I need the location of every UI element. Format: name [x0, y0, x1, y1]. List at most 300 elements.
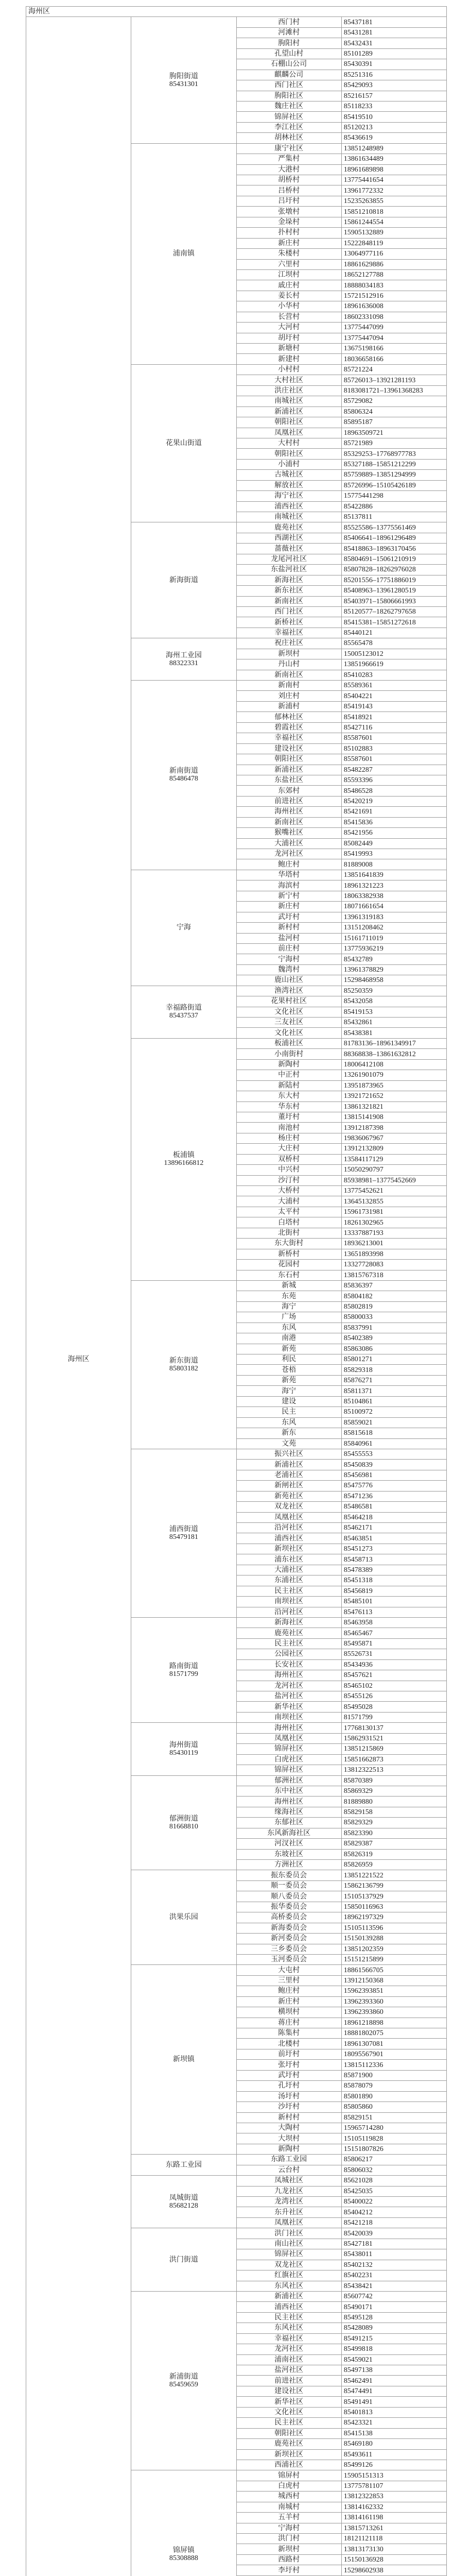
phone-cell: 13815767318 — [341, 1270, 446, 1280]
village-cell: 新庄村 — [236, 1996, 341, 2007]
phone-cell: 18036658166 — [341, 354, 446, 364]
village-cell: 东苑 — [236, 1291, 341, 1301]
phone-cell: 15105119828 — [341, 2133, 446, 2144]
phone-cell: 15905132889 — [341, 228, 446, 238]
village-cell: 古城社区 — [236, 470, 341, 480]
phone-cell: 18963509721 — [341, 428, 446, 438]
village-cell: 振兴社区 — [236, 1449, 341, 1459]
village-cell: 海宁社区 — [236, 491, 341, 501]
phone-cell: 15961731981 — [341, 1207, 446, 1217]
village-cell: 东升社区 — [236, 2207, 341, 2217]
village-cell: 东石村 — [236, 1270, 341, 1280]
village-cell: 新苑 — [236, 1344, 341, 1354]
village-cell: 文化社区 — [236, 2407, 341, 2417]
village-cell: 苍梧 — [236, 1365, 341, 1375]
phone-cell: 15005123012 — [341, 649, 446, 659]
phone-cell: 85726996–15105426189 — [341, 480, 446, 490]
village-cell: 新苑社区 — [236, 1491, 341, 1501]
village-cell: 河滩村 — [236, 27, 341, 38]
phone-cell: 85415836 — [341, 817, 446, 827]
village-cell: 西门社区 — [236, 80, 341, 91]
village-cell: 张圩村 — [236, 2060, 341, 2070]
phone-cell: 13961772332 — [341, 185, 446, 196]
phone-cell: 85432431 — [341, 38, 446, 48]
village-cell: 海州社区 — [236, 1723, 341, 1733]
village-cell: 鹿苑社区 — [236, 522, 341, 533]
village-cell: 文苑 — [236, 1438, 341, 1449]
village-cell: 锦屏社区 — [236, 1765, 341, 1775]
village-cell: 李江社区 — [236, 122, 341, 132]
town-cell: 凤城街道 85682128 — [131, 2176, 236, 2228]
village-cell: 大村村 — [236, 438, 341, 448]
phone-cell: 13813173130 — [341, 2544, 446, 2554]
village-cell: 北楼村 — [236, 2039, 341, 2049]
phone-cell: 15905151313 — [341, 2470, 446, 2481]
village-cell: 民主社区 — [236, 2312, 341, 2323]
village-cell: 西湖社区 — [236, 533, 341, 543]
phone-cell: 85801271 — [341, 1354, 446, 1365]
district-title: 海州区 — [26, 7, 447, 17]
village-cell: 南城社区 — [236, 396, 341, 406]
phone-cell: 85478389 — [341, 1565, 446, 1575]
village-cell: 海宁 — [236, 1386, 341, 1396]
village-cell: 新浦社区 — [236, 1460, 341, 1470]
village-cell: 魏湾村 — [236, 964, 341, 975]
village-cell: 建设社区 — [236, 2386, 341, 2396]
village-cell: 鹿山社区 — [236, 975, 341, 986]
village-cell: 民主社区 — [236, 2418, 341, 2428]
phone-cell: 85870389 — [341, 1775, 446, 1786]
phone-cell: 85432861 — [341, 1018, 446, 1028]
phone-cell: 13961319183 — [341, 912, 446, 922]
phone-cell: 85826959 — [341, 1860, 446, 1870]
phone-cell: 85436619 — [341, 133, 446, 143]
phone-cell: 85469180 — [341, 2439, 446, 2449]
village-cell: 横坝村 — [236, 2007, 341, 2018]
village-cell: 东大村 — [236, 1091, 341, 1101]
village-cell: 三里村 — [236, 1975, 341, 1986]
village-cell: 五羊村 — [236, 2513, 341, 2523]
phone-cell: 85497138 — [341, 2365, 446, 2376]
village-cell: 新浦社区 — [236, 2291, 341, 2301]
phone-cell: 13812322853 — [341, 2492, 446, 2502]
phone-cell: 13775452621 — [341, 1186, 446, 1196]
phone-cell: 85759889–13851294999 — [341, 470, 446, 480]
village-cell: 小浦村 — [236, 459, 341, 469]
phone-cell: 15298468958 — [341, 975, 446, 986]
phone-cell: 15298602938 — [341, 2565, 446, 2575]
village-cell: 东风社区 — [236, 2323, 341, 2333]
village-cell: 东路工业园 — [236, 2155, 341, 2165]
phone-cell: 85806217 — [341, 2155, 446, 2165]
village-cell: 宁海村 — [236, 2523, 341, 2533]
phone-cell: 85216157 — [341, 91, 446, 101]
village-cell: 南城社区 — [236, 512, 341, 522]
title-row — [26, 7, 447, 17]
village-cell: 文化社区 — [236, 1028, 341, 1038]
village-cell: 沙圩村 — [236, 2102, 341, 2112]
phone-cell: 81889008 — [341, 859, 446, 870]
phone-cell: 85474491 — [341, 2386, 446, 2396]
village-cell: 城西村 — [236, 2492, 341, 2502]
village-cell: 凤凰社区 — [236, 2217, 341, 2228]
phone-cell: 85840961 — [341, 1438, 446, 1449]
village-cell: 海州社区 — [236, 1670, 341, 1681]
phone-cell: 85402389 — [341, 1333, 446, 1344]
village-cell: 凤凰社区 — [236, 1733, 341, 1743]
town-cell: 花果山街道 — [131, 364, 236, 522]
village-cell: 祝庄社区 — [236, 638, 341, 649]
village-cell: 双桥村 — [236, 1154, 341, 1164]
phone-cell: 15151215899 — [341, 1954, 446, 1964]
village-cell: 广场 — [236, 1312, 341, 1323]
phone-cell: 85428089 — [341, 2323, 446, 2333]
village-cell: 龙河社区 — [236, 2344, 341, 2354]
phone-cell: 85100972 — [341, 1407, 446, 1417]
phone-cell: 15962393851 — [341, 1986, 446, 1996]
phone-cell: 13064977116 — [341, 249, 446, 259]
phone-cell: 18962197329 — [341, 1912, 446, 1923]
village-cell: 胡桥村 — [236, 175, 341, 185]
village-cell: 东坡社区 — [236, 1849, 341, 1859]
village-cell: 新海委员会 — [236, 1923, 341, 1933]
village-cell: 前庄村 — [236, 943, 341, 954]
village-cell: 东郊村 — [236, 786, 341, 796]
phone-cell: 85826319 — [341, 1849, 446, 1859]
village-cell: 胡圩村 — [236, 333, 341, 343]
village-cell: 新浦社区 — [236, 406, 341, 417]
village-cell: 新塘村 — [236, 344, 341, 354]
village-cell: 幸福社区 — [236, 628, 341, 638]
phone-cell: 85402132 — [341, 2260, 446, 2270]
village-cell: 大桥村 — [236, 1186, 341, 1196]
phone-cell: 85404212 — [341, 2207, 446, 2217]
town-cell: 新海街道 — [131, 522, 236, 638]
village-cell: 浦东社区 — [236, 1554, 341, 1565]
village-cell: 华塔村 — [236, 870, 341, 880]
village-cell: 吕桥村 — [236, 185, 341, 196]
phone-cell: 85815618 — [341, 1428, 446, 1438]
village-cell: 新浦社区 — [236, 765, 341, 775]
village-cell: 河汊社区 — [236, 1839, 341, 1849]
village-cell: 顺一委员会 — [236, 1880, 341, 1891]
village-cell: 龙湾社区 — [236, 2197, 341, 2207]
village-cell: 方洲社区 — [236, 1860, 341, 1870]
village-cell: 大村社区 — [236, 375, 341, 385]
village-cell: 长安社区 — [236, 1659, 341, 1670]
phone-cell: 15862136799 — [341, 1880, 446, 1891]
village-cell: 碧霞社区 — [236, 722, 341, 733]
phone-cell: 85486581 — [341, 1502, 446, 1512]
village-cell: 花果村社区 — [236, 996, 341, 1007]
phone-cell: 85804182 — [341, 1291, 446, 1301]
phone-cell: 85805860 — [341, 2102, 446, 2112]
village-cell: 张墩村 — [236, 207, 341, 217]
village-cell: 前圩村 — [236, 2049, 341, 2059]
phone-cell: 13912187398 — [341, 1123, 446, 1133]
village-cell: 振华委员会 — [236, 1902, 341, 1912]
village-cell: 陈集村 — [236, 2028, 341, 2039]
village-cell: 新海社区 — [236, 575, 341, 585]
town-cell: 新浦街道 85459659 — [131, 2291, 236, 2470]
phone-cell: 85587601 — [341, 733, 446, 743]
village-cell: 朝阳社区 — [236, 754, 341, 765]
village-cell: 吕圩村 — [236, 196, 341, 206]
phone-cell: 13921721652 — [341, 1091, 446, 1101]
phone-cell: 85456981 — [341, 1470, 446, 1480]
town-cell: 东路工业园 — [131, 2155, 236, 2176]
village-cell: 前进社区 — [236, 2376, 341, 2386]
phone-cell: 13651893998 — [341, 1249, 446, 1259]
phone-cell: 85589361 — [341, 681, 446, 691]
village-cell: 东浦社区 — [236, 1575, 341, 1586]
phone-cell: 85406641–18961296489 — [341, 533, 446, 543]
village-cell: 新浦村 — [236, 701, 341, 711]
phone-cell: 85456819 — [341, 1586, 446, 1596]
phone-cell: 85565478 — [341, 638, 446, 649]
village-cell: 鹿苑社区 — [236, 2439, 341, 2449]
town-cell: 新东街道 85803182 — [131, 1280, 236, 1449]
village-cell: 新坝社区 — [236, 2449, 341, 2460]
village-cell: 新坝村 — [236, 649, 341, 659]
phone-cell: 15861244554 — [341, 217, 446, 227]
phone-cell: 85607742 — [341, 2291, 446, 2301]
phone-cell: 15851210818 — [341, 207, 446, 217]
phone-cell: 85250359 — [341, 986, 446, 996]
village-cell: 海滨村 — [236, 880, 341, 891]
phone-cell: 85102883 — [341, 743, 446, 754]
phone-cell: 85465467 — [341, 1628, 446, 1638]
town-cell: 浦西街道 85479181 — [131, 1449, 236, 1617]
village-cell: 新东 — [236, 1428, 341, 1438]
phone-cell: 15150139288 — [341, 1934, 446, 1944]
phone-cell: 85871900 — [341, 2070, 446, 2080]
village-cell: 南城村 — [236, 2502, 341, 2512]
phone-cell: 85419153 — [341, 1007, 446, 1017]
village-cell: 沿河社区 — [236, 1523, 341, 1533]
village-cell: 海宁 — [236, 1301, 341, 1312]
phone-cell: 85811371 — [341, 1386, 446, 1396]
phone-cell: 85806032 — [341, 2165, 446, 2175]
phone-cell: 18121121118 — [341, 2534, 446, 2544]
phone-cell: 85869329 — [341, 1786, 446, 1796]
town-cell: 新坝镇 — [131, 1965, 236, 2155]
phone-cell: 85806324 — [341, 406, 446, 417]
village-cell: 金垛村 — [236, 217, 341, 227]
phone-cell: 85437181 — [341, 17, 446, 27]
phone-cell: 85800033 — [341, 1312, 446, 1323]
phone-cell: 13961378829 — [341, 964, 446, 975]
town-cell: 洪果乐园 — [131, 1870, 236, 1965]
phone-cell: 85455553 — [341, 1449, 446, 1459]
phone-cell: 85495028 — [341, 1702, 446, 1712]
phone-cell: 13327728083 — [341, 1260, 446, 1270]
phone-cell: 85120577–18262797658 — [341, 606, 446, 617]
phone-cell: 85104861 — [341, 1396, 446, 1406]
phone-cell: 85404221 — [341, 691, 446, 701]
phone-cell: 85493611 — [341, 2449, 446, 2460]
phone-cell: 18961636008 — [341, 301, 446, 312]
village-cell: 凤凰社区 — [236, 1512, 341, 1522]
phone-cell: 18652127788 — [341, 269, 446, 280]
phone-cell: 85938981–13775452669 — [341, 1175, 446, 1185]
village-cell: 宁海村 — [236, 954, 341, 964]
village-cell: 大浦社区 — [236, 838, 341, 849]
village-cell: 东郁社区 — [236, 1818, 341, 1828]
phone-cell: 85837991 — [341, 1323, 446, 1333]
village-cell: 锦屏社区 — [236, 1744, 341, 1754]
phone-cell: 85420039 — [341, 2228, 446, 2239]
village-cell: 北街村 — [236, 1228, 341, 1238]
village-cell: 朝阳社区 — [236, 417, 341, 428]
village-cell: 大屯村 — [236, 1965, 341, 1975]
village-cell: 新南村 — [236, 681, 341, 691]
village-cell: 民主社区 — [236, 1586, 341, 1596]
village-cell: 南坝社区 — [236, 1597, 341, 1607]
phone-cell: 85451318 — [341, 1575, 446, 1586]
phone-cell: 85455126 — [341, 1691, 446, 1702]
phone-cell: 85729082 — [341, 396, 446, 406]
village-cell: 太平村 — [236, 1207, 341, 1217]
phone-cell: 13675198166 — [341, 344, 446, 354]
phone-cell: 13851248989 — [341, 143, 446, 154]
phone-cell: 85327188–15851212299 — [341, 459, 446, 469]
phone-cell: 85201556–17751886019 — [341, 575, 446, 585]
village-cell: 李圩村 — [236, 2565, 341, 2575]
phone-cell: 85401813 — [341, 2407, 446, 2417]
phone-cell: 13861321821 — [341, 1101, 446, 1112]
phone-cell: 85415381–15851272618 — [341, 617, 446, 628]
phone-cell: 85434936 — [341, 1659, 446, 1670]
village-cell: 鲍庄村 — [236, 859, 341, 870]
phone-cell: 85419993 — [341, 849, 446, 859]
phone-cell: 13851215869 — [341, 1744, 446, 1754]
village-cell: 新陶村 — [236, 1059, 341, 1070]
phone-cell: 85450839 — [341, 1460, 446, 1470]
village-cell: 云台村 — [236, 2165, 341, 2175]
phone-cell: 13775936219 — [341, 943, 446, 954]
village-cell: 新陆村 — [236, 1080, 341, 1091]
phone-cell: 15050290797 — [341, 1165, 446, 1175]
village-cell: 汤圩村 — [236, 2091, 341, 2102]
village-cell: 洪门社区 — [236, 2228, 341, 2239]
town-cell: 郁洲街道 81668810 — [131, 1775, 236, 1870]
phone-cell: 13775447099 — [341, 323, 446, 333]
phone-cell: 85432789 — [341, 954, 446, 964]
village-cell: 花园村 — [236, 1260, 341, 1270]
phone-cell: 15150136928 — [341, 2554, 446, 2565]
phone-cell: 85418863–18963170456 — [341, 544, 446, 554]
town-cell: 海州街道 85430119 — [131, 1723, 236, 1775]
phone-cell: 13851641839 — [341, 870, 446, 880]
village-cell: 孔望山村 — [236, 48, 341, 59]
village-cell: 南港 — [236, 1333, 341, 1344]
phone-cell: 13814161198 — [341, 2513, 446, 2523]
phone-cell: 15862931521 — [341, 1733, 446, 1743]
village-cell: 解放社区 — [236, 480, 341, 490]
village-cell: 朝阳社区 — [236, 449, 341, 459]
phone-cell: 13815112336 — [341, 2060, 446, 2070]
village-cell: 麒麟公司 — [236, 70, 341, 80]
village-cell: 玉河委员会 — [236, 1954, 341, 1964]
town-cell: 浦南镇 — [131, 143, 236, 364]
village-cell: 大浦村 — [236, 1196, 341, 1207]
phone-cell: 85829329 — [341, 1818, 446, 1828]
village-cell: 魏庄社区 — [236, 101, 341, 111]
village-cell: 新坝社区 — [236, 1544, 341, 1554]
phone-cell: 85499818 — [341, 2344, 446, 2354]
phone-cell: 81571799 — [341, 1712, 446, 1722]
village-cell: 浦西社区 — [236, 2302, 341, 2312]
phone-cell: 85721989 — [341, 438, 446, 448]
phone-cell: 15721512916 — [341, 291, 446, 301]
phone-cell: 15965714280 — [341, 2123, 446, 2133]
phone-cell: 85721224 — [341, 364, 446, 375]
village-cell: 锦屏社区 — [236, 112, 341, 122]
village-cell: 白虎社区 — [236, 1754, 341, 1765]
village-cell: 蔷薇社区 — [236, 544, 341, 554]
village-cell: 武圩村 — [236, 912, 341, 922]
phone-cell: 85863086 — [341, 1344, 446, 1354]
phone-cell: 19836067967 — [341, 1133, 446, 1143]
village-cell: 小南街村 — [236, 1049, 341, 1059]
phone-cell: 18261302965 — [341, 1217, 446, 1228]
village-cell: 盐河社区 — [236, 1691, 341, 1702]
phone-cell: 13815713261 — [341, 2523, 446, 2533]
phone-cell: 85895187 — [341, 417, 446, 428]
phone-cell: 85726013–13921281193 — [341, 375, 446, 385]
phone-cell: 85475776 — [341, 1481, 446, 1491]
village-cell: 缘海社区 — [236, 1807, 341, 1817]
village-cell: 东中社区 — [236, 1786, 341, 1796]
phone-cell: 18861629886 — [341, 259, 446, 269]
phone-cell: 85859021 — [341, 1417, 446, 1428]
village-cell: 刘庄村 — [236, 691, 341, 701]
phone-cell: 13851966619 — [341, 659, 446, 670]
phone-cell: 18961218898 — [341, 2018, 446, 2028]
phone-cell: 85876271 — [341, 1375, 446, 1385]
phone-cell: 15161711019 — [341, 933, 446, 943]
village-cell: 西路村 — [236, 2554, 341, 2565]
phone-cell: 88368838–13861632812 — [341, 1049, 446, 1059]
phone-cell: 85462491 — [341, 2376, 446, 2386]
phone-cell: 13645132855 — [341, 1196, 446, 1207]
village-cell: 沙汀村 — [236, 1175, 341, 1185]
phone-cell: 85410283 — [341, 670, 446, 680]
phone-cell: 85418921 — [341, 712, 446, 722]
village-cell: 南坝社区 — [236, 1712, 341, 1722]
village-cell: 三友社区 — [236, 1018, 341, 1028]
phone-cell: 18063382938 — [341, 891, 446, 901]
village-cell: 沿河社区 — [236, 1607, 341, 1617]
phone-cell: 85403971–15806661993 — [341, 596, 446, 606]
village-cell: 九龙社区 — [236, 2186, 341, 2196]
village-cell: 板浦社区 — [236, 1038, 341, 1048]
village-cell: 锦屏社区 — [236, 2249, 341, 2260]
phone-cell: 81889880 — [341, 1797, 446, 1807]
phone-cell: 85459021 — [341, 2354, 446, 2365]
village-cell: 锦屏村 — [236, 2470, 341, 2481]
village-cell: 利民 — [236, 1354, 341, 1365]
village-cell: 武圩村 — [236, 2070, 341, 2080]
phone-cell: 85419510 — [341, 112, 446, 122]
town-cell: 锦屏镇 85308888 — [131, 2470, 236, 2576]
village-cell: 大港村 — [236, 164, 341, 175]
phone-cell: 85465102 — [341, 1681, 446, 1691]
village-cell: 新村村 — [236, 923, 341, 933]
phone-cell: 85587601 — [341, 754, 446, 765]
village-cell: 南池村 — [236, 1123, 341, 1133]
